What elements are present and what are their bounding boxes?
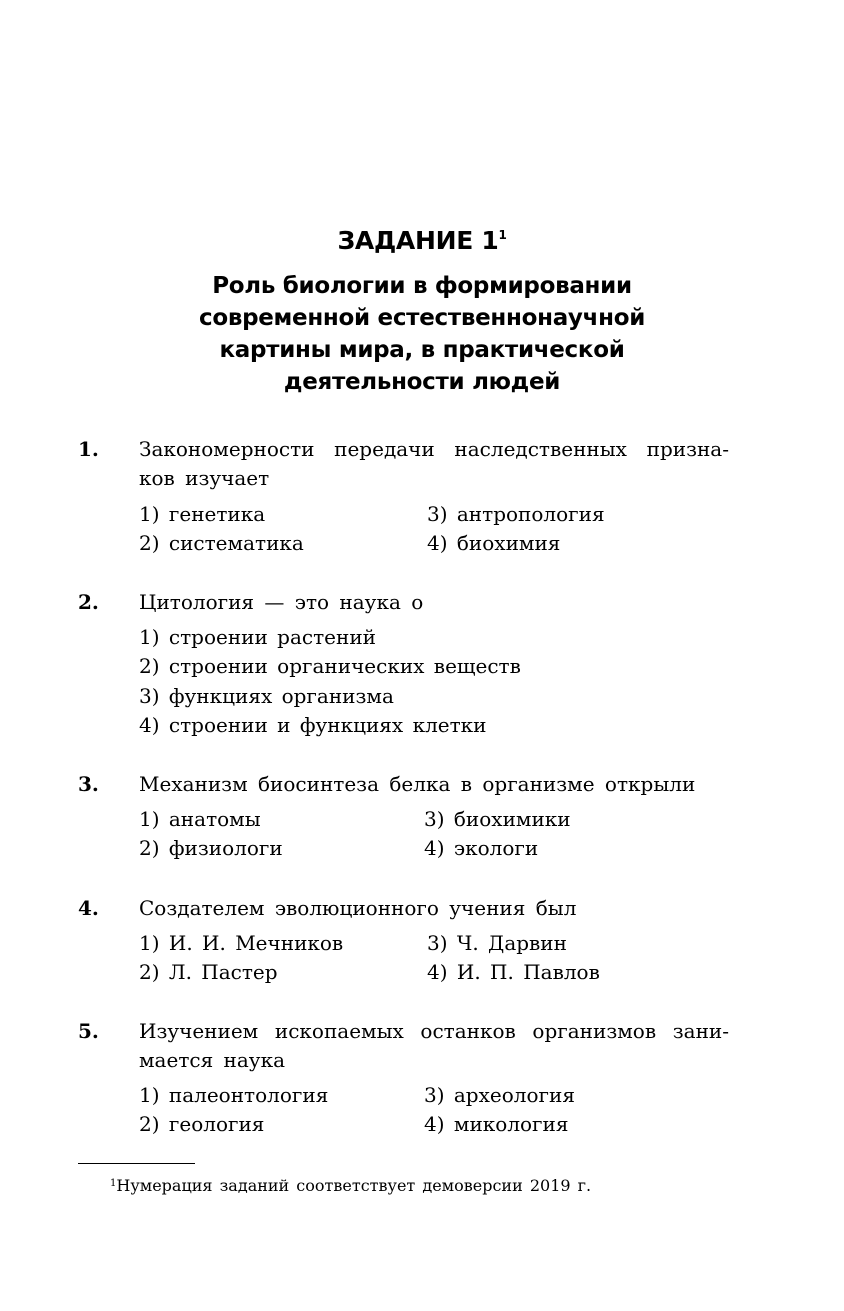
task-title-text: ЗАДАНИЕ 1 <box>337 226 499 255</box>
question-4-number: 4. <box>78 896 99 920</box>
question-1-option-4: 4) биохимия <box>427 531 561 555</box>
question-1-option-2: 2) систематика <box>139 531 304 555</box>
subtitle-line: Роль биологии в формировании <box>212 273 632 299</box>
question-5-option-1: 1) палеонтология <box>139 1083 329 1107</box>
question-2-option-4: 4) строении и функциях клетки <box>139 713 487 737</box>
subtitle <box>0 270 844 398</box>
question-4-option-3: 3) Ч. Дарвин <box>427 931 567 955</box>
question-1-text: Закономерности передачи наследственных призна-ков изучает <box>139 437 729 490</box>
subtitle-line: картины мира, в практической <box>219 337 625 363</box>
question-2-option-3: 3) функциях организма <box>139 684 394 708</box>
footnote-mark: 1 <box>110 1178 117 1189</box>
question-3-option-2: 2) физиологи <box>139 836 283 860</box>
question-2-option-2: 2) строении органических веществ <box>139 654 521 678</box>
question-5-text: Изучением ископаемых останков организмов зани-мается наука <box>139 1019 729 1072</box>
question-3-number: 3. <box>78 772 99 796</box>
question-4-option-4: 4) И. П. Павлов <box>427 960 600 984</box>
question-1-number: 1. <box>78 437 99 461</box>
question-5-number: 5. <box>78 1019 99 1043</box>
question-5-option-3: 3) археология <box>424 1083 575 1107</box>
question-4-option-1: 1) И. И. Мечников <box>139 931 344 955</box>
question-3-option-1: 1) анатомы <box>139 807 261 831</box>
question-1-option-3: 3) антропология <box>427 502 605 526</box>
subtitle-line: деятельности людей <box>283 369 561 395</box>
question-2-text: Цитология — это наука о <box>139 590 424 614</box>
footnote <box>110 1176 591 1195</box>
task-title <box>0 226 844 255</box>
question-3-option-4: 4) экологи <box>424 836 539 860</box>
question-5-option-2: 2) геология <box>139 1112 265 1136</box>
question-2-option-1: 1) строении растений <box>139 625 376 649</box>
question-5-option-4: 4) микология <box>424 1112 569 1136</box>
footnote-mark: 1 <box>498 228 507 242</box>
footnote-text: Нумерация заданий соответствует демоверсии 2019 г. <box>116 1176 592 1195</box>
question-4-option-2: 2) Л. Пастер <box>139 960 278 984</box>
question-3-text: Механизм биосинтеза белка в организме открыли <box>139 772 696 796</box>
question-3-option-3: 3) биохимики <box>424 807 571 831</box>
question-1-option-1: 1) генетика <box>139 502 266 526</box>
question-4-text: Создателем эволюционного учения был <box>139 896 577 920</box>
question-2-number: 2. <box>78 590 99 614</box>
footnote-divider <box>78 1163 195 1164</box>
subtitle-line: современной естественнонаучной <box>198 305 646 331</box>
